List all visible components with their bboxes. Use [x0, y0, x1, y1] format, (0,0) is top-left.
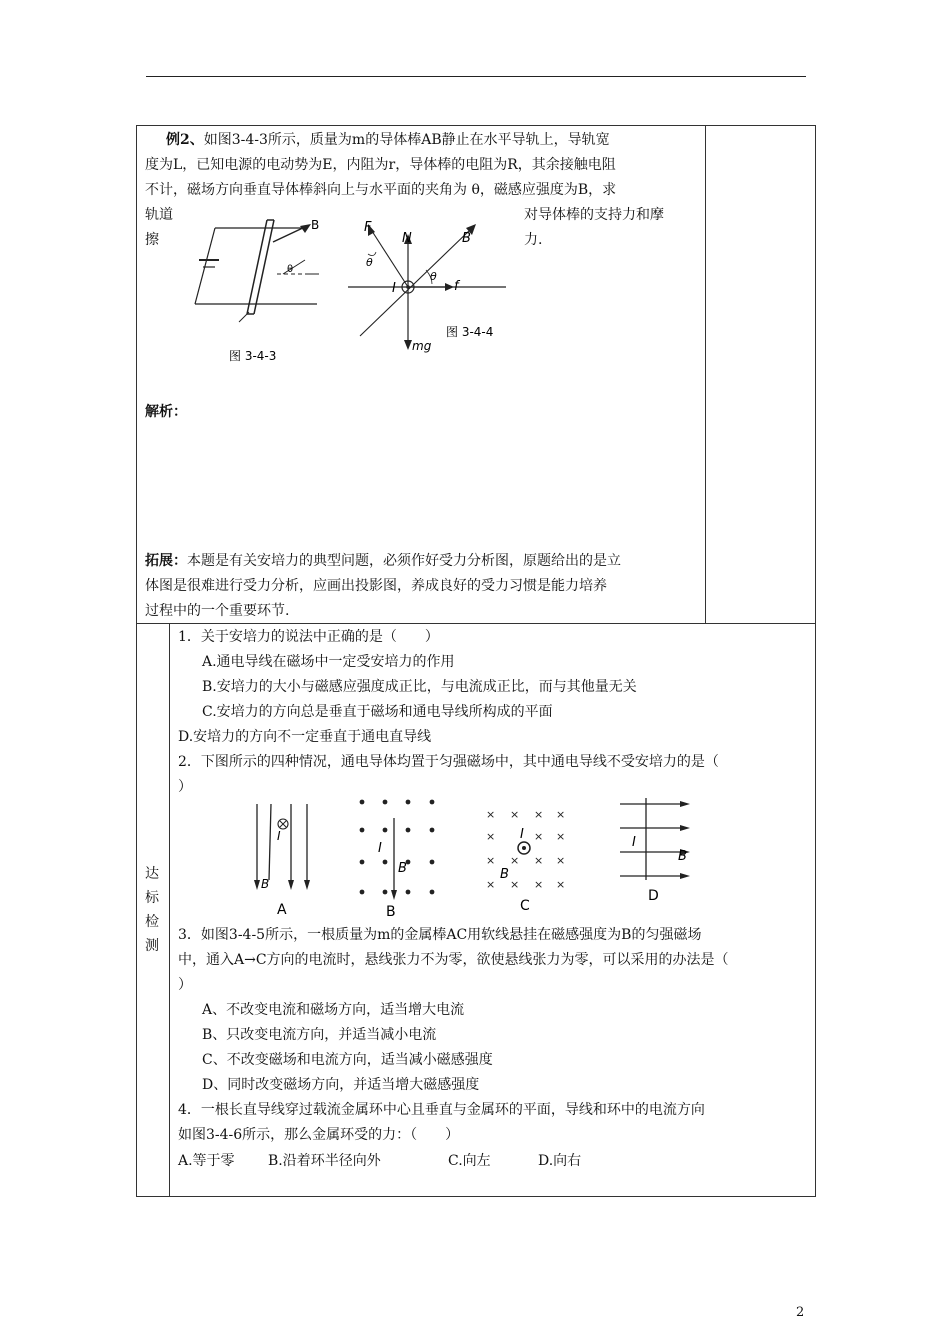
q4-option-d: D.向右 — [538, 1153, 582, 1169]
label-column-divider — [169, 623, 170, 1197]
q2c-I: I — [520, 827, 524, 842]
q1-option-a: A.通电导线在磁场中一定受安培力的作用 — [202, 654, 455, 670]
side-label-1: 达 — [145, 866, 159, 882]
svg-text:×: × — [486, 878, 496, 891]
example-title: 例2、 — [166, 132, 204, 148]
fig344-theta2: θ — [430, 270, 437, 283]
fig344-mg: mg — [412, 339, 432, 353]
q3-stem-3: ） — [178, 977, 192, 993]
fig343-theta: θ — [287, 264, 294, 275]
q2-figure-c — [482, 806, 572, 918]
svg-text:×: × — [534, 808, 544, 821]
q2b-I: I — [378, 841, 382, 856]
q3-stem-2: 中，通入A→C方向的电流时，悬线张力不为零，欲使悬线张力为零，可以采用的办法是（ — [178, 952, 729, 968]
q4-option-a: A.等于零 — [178, 1153, 235, 1169]
q1-option-c: C.安培力的方向总是垂直于磁场和通电导线所构成的平面 — [202, 704, 553, 720]
example-line-2: 度为L，已知电源的电动势为E，内阻为r，导体棒的电阻为R，其余接触电阻 — [145, 157, 616, 173]
analysis-label: 解析： — [145, 404, 187, 420]
q2c-label: C — [520, 898, 530, 914]
figure-3-4-3 — [187, 212, 347, 372]
q2a-I: I — [277, 829, 281, 843]
q4-option-c: C.向左 — [448, 1153, 491, 1169]
q2a-B: B — [261, 877, 270, 891]
fig344-I: I — [392, 281, 396, 296]
example-line-4-left: 轨道 — [145, 207, 173, 223]
side-label-4: 测 — [145, 938, 159, 954]
q4-stem-2: 如图3-4-6所示，那么金属环受的力：（ ） — [178, 1127, 460, 1143]
example-line-5-left: 擦 — [145, 232, 159, 248]
svg-text:×: × — [510, 808, 520, 821]
side-label-2: 标 — [145, 890, 159, 906]
extension-label: 拓展： — [145, 553, 187, 569]
svg-text:×: × — [486, 808, 496, 821]
q2-figure-a — [245, 800, 325, 920]
q3-stem-1: 3．如图3-4-5所示，一根质量为m的金属棒AC用软线悬挂在磁感强度为B的匀强磁场 — [178, 927, 702, 943]
svg-text:×: × — [534, 830, 544, 843]
svg-text:×: × — [556, 808, 566, 821]
side-label-3: 检 — [145, 914, 159, 930]
q2a-label: A — [277, 902, 287, 918]
page-number: 2 — [796, 1305, 805, 1320]
svg-text:×: × — [556, 854, 566, 867]
fig343-B-label: B — [311, 218, 320, 232]
q3-option-a: A、不改变电流和磁场方向，适当增大电流 — [202, 1002, 465, 1018]
q3-option-b: B、只改变电流方向，并适当减小电流 — [202, 1027, 437, 1043]
q2b-B: B — [398, 861, 407, 876]
q2b-label: B — [386, 904, 396, 920]
q1-option-d: D.安培力的方向不一定垂直于通电直导线 — [178, 729, 432, 745]
example-line-5-right: 力. — [524, 232, 543, 248]
fig344-caption: 图 3-4-4 — [446, 325, 494, 339]
extension-line-3: 过程中的一个重要环节. — [145, 603, 290, 619]
q4-option-b: B.沿着环半径向外 — [268, 1153, 381, 1169]
q3-option-d: D、同时改变磁场方向，并适当增大磁感强度 — [202, 1077, 480, 1093]
svg-text:×: × — [510, 854, 520, 867]
example-line-3: 不计，磁场方向垂直导体棒斜向上与水平面的夹角为 θ，磁感应强度为B，求 — [145, 182, 617, 198]
q2d-label: D — [648, 888, 659, 904]
q4-stem-1: 4．一根长直导线穿过载流金属环中心且垂直与金属环的平面，导线和环中的电流方向 — [178, 1102, 705, 1118]
extension-line-2: 体图是很难进行受力分析，应画出投影图，养成良好的受力习惯是能力培养 — [145, 578, 607, 594]
q2-stem-2: ） — [178, 779, 192, 795]
q2-figure-b — [350, 792, 440, 920]
svg-text:×: × — [486, 854, 496, 867]
fig343-caption: 图 3-4-3 — [229, 349, 277, 363]
fig344-B: B — [462, 231, 471, 246]
q2c-B: B — [500, 867, 509, 882]
svg-text:×: × — [486, 830, 496, 843]
fig344-F: F — [364, 220, 372, 235]
q2-figure-d — [616, 796, 706, 910]
figure-3-4-4 — [346, 214, 511, 359]
extension-line-1: 拓展：本题是有关安培力的典型问题，必须作好受力分析图，原题给出的是立 — [145, 553, 621, 569]
fig344-N: N — [402, 231, 412, 246]
svg-text:×: × — [556, 830, 566, 843]
svg-text:×: × — [556, 878, 566, 891]
right-column-divider — [705, 126, 706, 623]
svg-text:×: × — [534, 878, 544, 891]
q2d-I: I — [632, 835, 636, 850]
q2d-B: B — [678, 849, 687, 864]
q1-stem: 1．关于安培力的说法中正确的是（ ） — [178, 629, 439, 645]
q3-option-c: C、不改变磁场和电流方向，适当减小磁感强度 — [202, 1052, 493, 1068]
q1-option-b: B.安培力的大小与磁感应强度成正比，与电流成正比，而与其他量无关 — [202, 679, 637, 695]
example-line-4-right: 对导体棒的支持力和摩 — [524, 207, 664, 223]
svg-text:×: × — [534, 854, 544, 867]
fig344-theta1: θ — [366, 256, 373, 269]
example-line-1: 例2、如图3-4-3所示，质量为m的导体棒AB静止在水平导轨上，导轨宽 — [166, 132, 610, 148]
svg-text:×: × — [510, 878, 520, 891]
header-rule — [146, 76, 806, 77]
fig344-f: f — [454, 279, 459, 294]
q2-stem-1: 2．下图所示的四种情况，通电导体均置于匀强磁场中，其中通电导线不受安培力的是（ — [178, 754, 719, 770]
